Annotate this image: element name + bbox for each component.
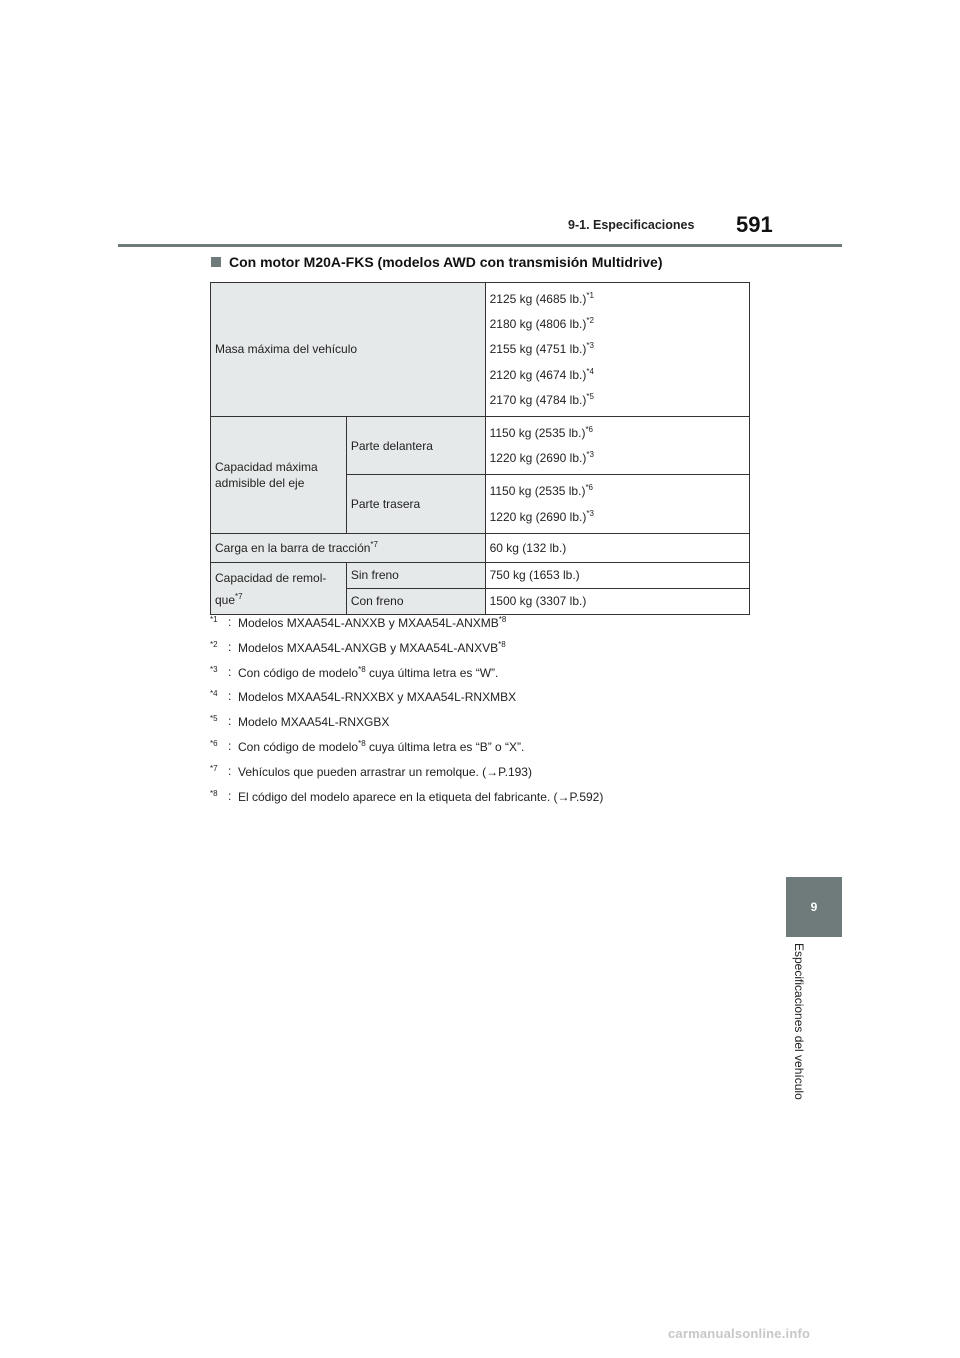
rear-axle-values [485,475,749,533]
value-line: 1220 kg (2690 lb.)$^{*3}$ [489,450,594,466]
front-axle-label: Parte delantera [346,416,485,474]
footnote: *2 : Modelos MXAA54L-ANXGB y MXAA54L-ANXVB$^{*8}$ [210,639,506,655]
footnotes [210,614,770,812]
section-heading-text: Con motor M20A-FKS (modelos AWD con transmisión Multidrive) [229,254,663,270]
rear-axle-label: Parte trasera [346,475,485,533]
tow-bar-load-value: 60 kg (132 lb.) [485,533,749,562]
section-heading [211,254,663,270]
footnote: *1 : Modelos MXAA54L-ANXXB y MXAA54L-ANXMB$^{*8}$ [210,615,507,630]
axle-capacity-label: Capacidad máxima admisible del eje [211,416,347,533]
value-line: 1150 kg (2535 lb.)$^{*6}$ [489,483,593,499]
towing-capacity-label: Capacidad de remol- que$^{*7}$ [211,562,347,614]
page-number: 591 [736,212,773,237]
value-line: 2180 kg (4806 lb.)$^{*2}$ [489,316,594,332]
no-brake-label: Sin freno [346,562,485,588]
square-bullet-icon [211,257,221,267]
value-line: 2120 kg (4674 lb.)$^{*4}$ [489,366,594,382]
footnote: *6 : Con código de modelo$^{*8}$ cuya última letra es “B” o “X”. [210,738,525,754]
value-line: 2155 kg (4751 lb.)$^{*3}$ [489,341,594,357]
tow-bar-load-label: Carga en la barra de tracción$^{*7}$ [211,533,486,562]
value-line: 1150 kg (2535 lb.)$^{*6}$ [489,424,593,440]
no-brake-value: 750 kg (1653 lb.) [485,562,749,588]
table-row [211,416,750,474]
max-mass-label: Masa máxima del vehículo [211,283,486,417]
footnote: *7 : Vehículos que pueden arrastrar un remolque. (→P.193) [210,763,532,779]
watermark: carmanualsonline.info [668,1326,811,1341]
footnote: *5 : Modelo MXAA54L-RNXGBX [210,714,390,730]
with-brake-label: Con freno [346,588,485,614]
chapter-side-label: Especificaciones del vehículo [792,943,806,1100]
page-link-592[interactable]: El código del modelo aparece en la etiqueta del fabricante. (→P.592) [238,789,604,804]
table-row [211,562,750,588]
page-link-193[interactable]: Vehículos que pueden arrastrar un remolque. (→P.193) [238,764,532,779]
footnote: *3 : Con código de modelo$^{*8}$ cuya última letra es “W”. [210,664,499,680]
table-row [211,533,750,562]
value-line: 2170 kg (4784 lb.)$^{*5}$ [489,391,594,407]
specifications-table [210,282,750,615]
chapter-tab-number: 9 [810,900,818,914]
header-section-title: 9-1. Especificaciones [568,218,695,232]
with-brake-value: 1500 kg (3307 lb.) [485,588,749,614]
front-axle-values [485,416,749,474]
max-mass-values [485,283,749,417]
table-row [211,283,750,417]
footnote: *4 : Modelos MXAA54L-RNXXBX y MXAA54L-RNXMBX [210,689,517,705]
value-line: 1220 kg (2690 lb.)$^{*3}$ [489,508,594,524]
footnote: *8 : El código del modelo aparece en la etiqueta del fabricante. (→P.592) [210,788,604,804]
header-rule [118,244,842,247]
value-line: 2125 kg (4685 lb.)$^{*1}$ [489,291,594,306]
chapter-tab[interactable] [786,877,842,937]
